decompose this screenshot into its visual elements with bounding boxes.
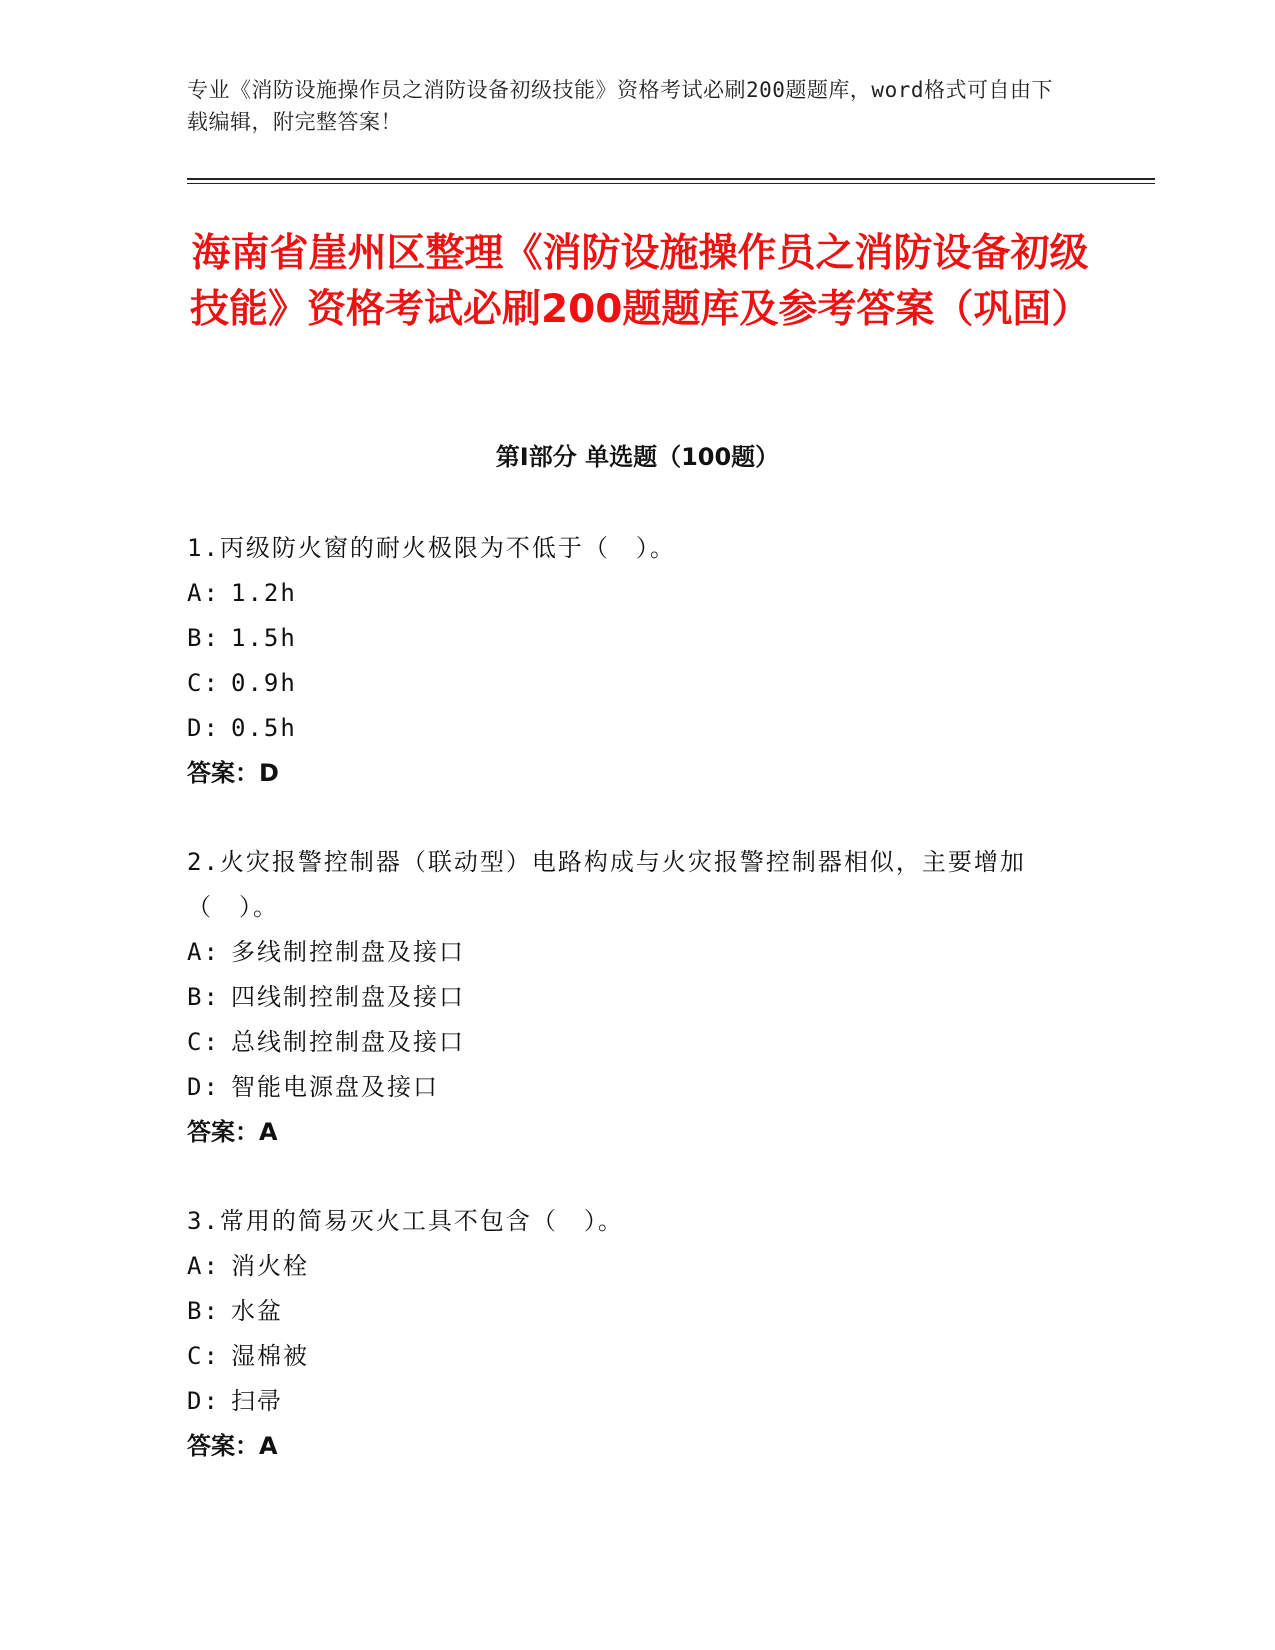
section-heading: 第I部分 单选题（100题） (495, 443, 780, 471)
option-d (187, 1379, 1067, 1424)
option-label: B: (187, 983, 220, 1011)
option-b (187, 1289, 1067, 1334)
option-text: 0.9h (231, 669, 297, 697)
option-c (187, 1334, 1067, 1379)
option-text: 总线制控制盘及接口 (231, 1028, 465, 1056)
option-a (187, 930, 1067, 975)
answer-line (187, 751, 1067, 796)
option-label: C: (187, 1342, 220, 1370)
option-text: 水盆 (231, 1297, 283, 1325)
option-text: 智能电源盘及接口 (231, 1073, 439, 1101)
option-text: 0.5h (231, 714, 297, 742)
answer-value: D (259, 759, 279, 787)
answer-value: A (259, 1432, 278, 1460)
question-item (187, 526, 1067, 796)
option-c (187, 1020, 1067, 1065)
option-text: 扫帚 (231, 1387, 283, 1415)
document-title: 海南省崖州区整理《消防设施操作员之消防设备初级技能》资格考试必刷200题题库及参考答案（巩固） (190, 231, 1091, 332)
answer-prefix: 答案： (187, 759, 259, 787)
option-a (187, 1244, 1067, 1289)
option-b (187, 975, 1067, 1020)
header-note: 专业《消防设施操作员之消防设备初级技能》资格考试必刷200题题库，word格式可自由下载编辑，附完整答案！ (187, 78, 1053, 134)
question-stem: 3.常用的简易灭火工具不包含（ ）。 (187, 1207, 624, 1235)
question-item (187, 1199, 1067, 1469)
option-text: 消火栓 (231, 1252, 309, 1280)
option-label: B: (187, 624, 220, 652)
question-stem: 2.火灾报警控制器（联动型）电路构成与火灾报警控制器相似，主要增加（ ）。 (187, 848, 1026, 921)
option-label: C: (187, 669, 220, 697)
header-divider-thin (187, 183, 1155, 184)
answer-prefix: 答案： (187, 1432, 259, 1460)
question-list (187, 526, 1067, 1513)
answer-prefix: 答案： (187, 1118, 259, 1146)
option-text: 多线制控制盘及接口 (231, 938, 465, 966)
answer-line (187, 1110, 1067, 1155)
option-text: 1.2h (231, 579, 297, 607)
option-label: A: (187, 938, 220, 966)
option-label: D: (187, 1073, 220, 1101)
option-text: 1.5h (231, 624, 297, 652)
answer-line (187, 1424, 1067, 1469)
option-label: D: (187, 1387, 220, 1415)
question-stem: 1.丙级防火窗的耐火极限为不低于（ ）。 (187, 534, 676, 562)
header-divider-thick (187, 178, 1155, 180)
option-a (187, 571, 1067, 616)
option-text: 湿棉被 (231, 1342, 309, 1370)
option-c (187, 661, 1067, 706)
option-d (187, 1065, 1067, 1110)
option-label: B: (187, 1297, 220, 1325)
answer-value: A (259, 1118, 278, 1146)
option-label: A: (187, 579, 220, 607)
option-label: D: (187, 714, 220, 742)
option-d (187, 706, 1067, 751)
option-text: 四线制控制盘及接口 (231, 983, 465, 1011)
option-label: A: (187, 1252, 220, 1280)
option-label: C: (187, 1028, 220, 1056)
question-item (187, 840, 1067, 1155)
option-b (187, 616, 1067, 661)
